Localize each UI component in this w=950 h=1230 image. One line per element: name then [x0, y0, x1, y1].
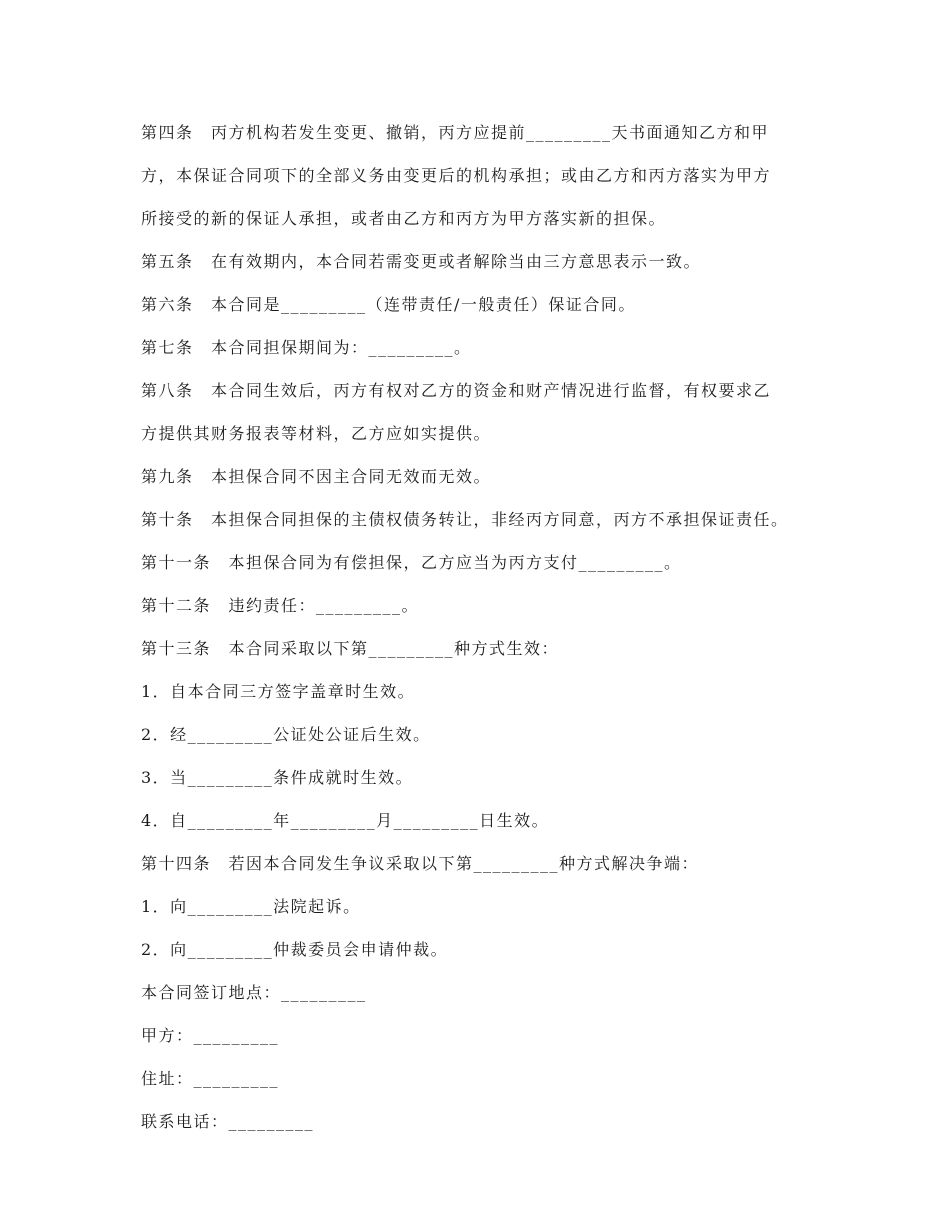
- clause-5: 第五条 在有效期内，本合同若需变更或者解除当由三方意思表示一致。: [141, 252, 702, 271]
- clause-11: 第十一条 本担保合同为有偿担保，乙方应当为丙方支付_________。: [141, 553, 682, 572]
- signing-place: 本合同签订地点：_________: [141, 983, 367, 1002]
- clause-4-line-2: 方，本保证合同项下的全部义务由变更后的机构承担；或由乙方和丙方落实为甲方: [141, 166, 772, 185]
- clause-13-item-4: 4．自_________年_________月_________日生效。: [141, 811, 550, 830]
- party-a: 甲方：_________: [141, 1026, 280, 1045]
- clause-13-item-2: 2．经_________公证处公证后生效。: [141, 725, 431, 744]
- clause-13-item-1: 1．自本合同三方签字盖章时生效。: [141, 682, 416, 701]
- address: 住址：_________: [141, 1069, 280, 1088]
- clause-4-line-1: 第四条 丙方机构若发生变更、撤销，丙方应提前_________天书面通知乙方和甲: [141, 123, 770, 142]
- contract-body: [141, 111, 841, 1143]
- clause-10: 第十条 本担保合同担保的主债权债务转让，非经丙方同意，丙方不承担保证责任。: [141, 510, 789, 529]
- clause-4-line-3: 所接受的新的保证人承担，或者由乙方和丙方为甲方落实新的担保。: [141, 209, 667, 228]
- clause-9: 第九条 本担保合同不因主合同无效而无效。: [141, 467, 492, 486]
- clause-7: 第七条 本合同担保期间为：_________。: [141, 338, 472, 357]
- clause-14: 第十四条 若因本合同发生争议采取以下第_________种方式解决争端：: [141, 854, 700, 873]
- clause-13-item-3: 3．当_________条件成就时生效。: [141, 768, 414, 787]
- clause-14-item-1: 1．向_________法院起诉。: [141, 897, 361, 916]
- clause-8-line-2: 方提供其财务报表等材料，乙方应如实提供。: [141, 424, 492, 443]
- clause-6: 第六条 本合同是_________（连带责任/一般责任）保证合同。: [141, 295, 636, 314]
- clause-13: 第十三条 本合同采取以下第_________种方式生效：: [141, 639, 560, 658]
- clause-8-line-1: 第八条 本合同生效后，丙方有权对乙方的资金和财产情况进行监督，有权要求乙: [141, 381, 772, 400]
- contact-phone: 联系电话：_________: [141, 1112, 315, 1131]
- clause-14-item-2: 2．向_________仲裁委员会申请仲裁。: [141, 940, 449, 959]
- clause-12: 第十二条 违约责任：_________。: [141, 596, 420, 615]
